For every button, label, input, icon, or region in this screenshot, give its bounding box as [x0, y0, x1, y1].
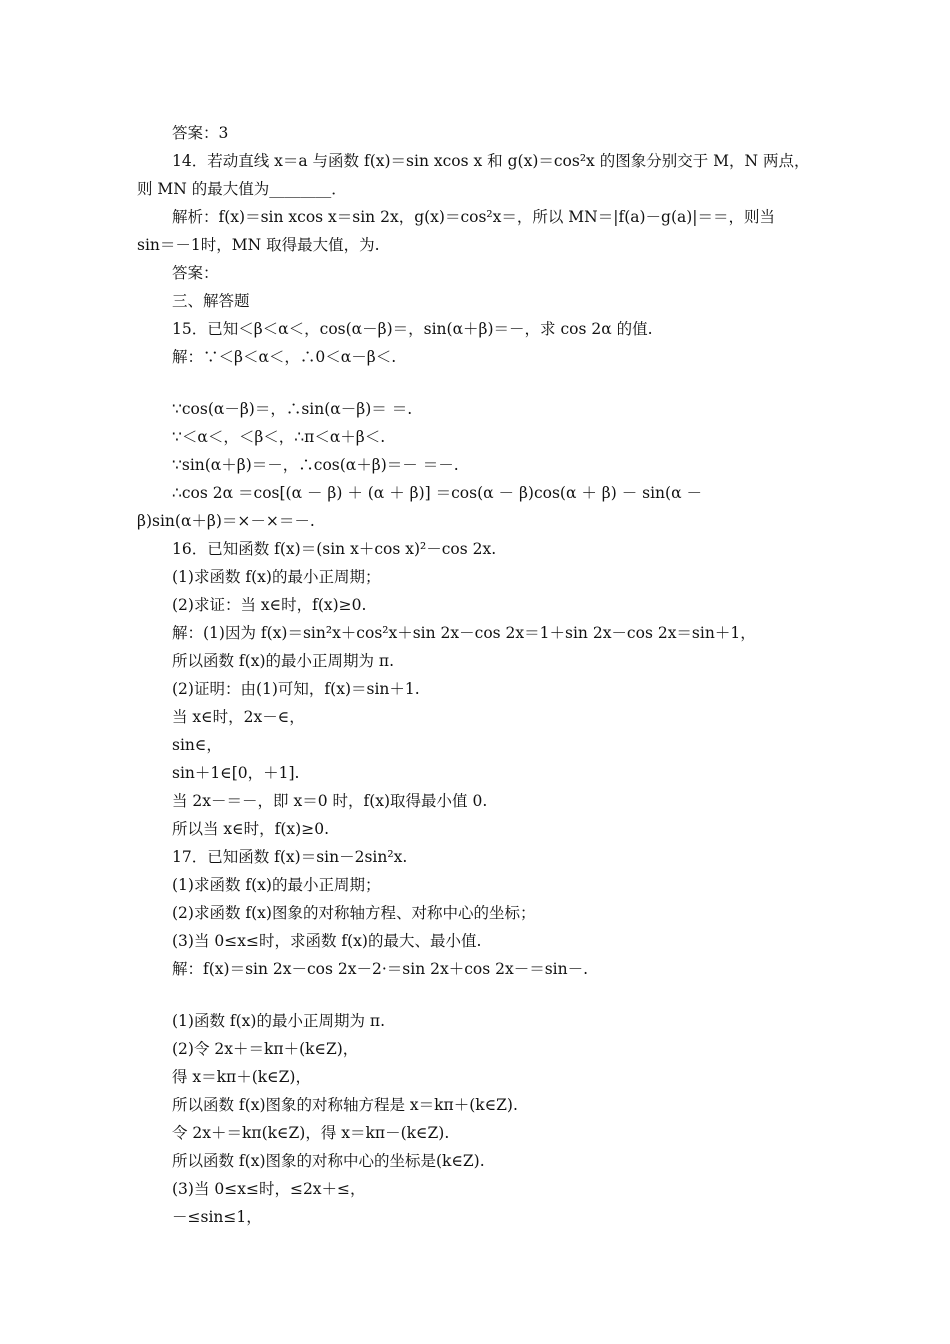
solution-17-line-6: 令 2x＋＝kπ(k∈Z)，得 x＝kπ－(k∈Z). [172, 1124, 450, 1142]
section-heading: 三、解答题 [172, 292, 250, 310]
solution-14-line-2: sin＝－1时，MN 取得最大值，为. [137, 236, 380, 254]
answer-13: 答案：3 [172, 124, 229, 142]
question-17: 17．已知函数 f(x)＝sin－2sin²x. [172, 848, 408, 866]
solution-16-line-7: 当 2x－＝－，即 x＝0 时，f(x)取得最小值 0. [172, 792, 488, 810]
solution-17-line-8: (3)当 0≤x≤时，≤2x＋≤， [172, 1180, 366, 1198]
solution-16-line-5: sin∈， [172, 736, 222, 754]
solution-15-line-2: ∵cos(α－β)＝，∴sin(α－β)＝ ＝. [172, 400, 413, 418]
question-17-part-2: (2)求函数 f(x)图象的对称轴方程、对称中心的坐标； [172, 904, 536, 922]
question-15: 15．已知＜β＜α＜，cos(α－β)＝，sin(α＋β)＝－，求 cos 2α 的值. [172, 320, 653, 338]
solution-17-line-1: 解：f(x)＝sin 2x－cos 2x－2·＝sin 2x＋cos 2x－＝sin－. [172, 960, 589, 978]
solution-15-line-1: 解：∵＜β＜α＜，∴0＜α－β＜. [172, 348, 397, 366]
question-16-part-2: (2)求证：当 x∈时，f(x)≥0. [172, 596, 367, 614]
question-14-line-2: 则 MN 的最大值为________． [137, 180, 347, 198]
solution-16-line-6: sin＋1∈[0，＋1]. [172, 764, 300, 782]
solution-16-line-2: 所以函数 f(x)的最小正周期为 π. [172, 652, 395, 670]
solution-17-line-9: －≤sin≤1， [172, 1208, 262, 1226]
question-16-part-1: (1)求函数 f(x)的最小正周期； [172, 568, 381, 586]
solution-14-line-1: 解析：f(x)＝sin xcos x＝sin 2x，g(x)＝cos²x＝，所以 MN＝|f(a)－g(a)|＝＝，则当 [172, 208, 776, 226]
solution-17-line-4: 得 x＝kπ＋(k∈Z)， [172, 1068, 311, 1086]
question-14-line-1: 14．若动直线 x＝a 与函数 f(x)＝sin xcos x 和 g(x)＝cos²x 的图象分别交于 M，N 两点， [172, 152, 810, 170]
solution-15-line-3: ∵＜α＜，＜β＜，∴π＜α＋β＜. [172, 428, 386, 446]
solution-17-line-2: (1)函数 f(x)的最小正周期为 π. [172, 1012, 385, 1030]
solution-17-line-7: 所以函数 f(x)图象的对称中心的坐标是(k∈Z). [172, 1152, 485, 1170]
solution-15-line-4: ∵sin(α＋β)＝－，∴cos(α＋β)＝－ ＝－. [172, 456, 459, 474]
solution-16-line-1: 解：(1)因为 f(x)＝sin²x＋cos²x＋sin 2x－cos 2x＝1＋sin 2x－cos 2x＝sin＋1， [172, 624, 756, 642]
question-17-part-1: (1)求函数 f(x)的最小正周期； [172, 876, 381, 894]
solution-16-line-4: 当 x∈时，2x－∈， [172, 708, 305, 726]
solution-15-line-5: ∴cos 2α ＝cos[(α － β) ＋ (α ＋ β)] ＝cos(α － β)cos(α ＋ β) － sin(α － [172, 484, 702, 502]
solution-17-line-5: 所以函数 f(x)图象的对称轴方程是 x＝kπ＋(k∈Z). [172, 1096, 518, 1114]
answer-14: 答案： [172, 264, 219, 282]
solution-16-line-8: 所以当 x∈时，f(x)≥0. [172, 820, 329, 838]
solution-16-line-3: (2)证明：由(1)可知，f(x)＝sin＋1. [172, 680, 420, 698]
solution-17-line-3: (2)令 2x＋＝kπ＋(k∈Z)， [172, 1040, 359, 1058]
question-16: 16．已知函数 f(x)＝(sin x＋cos x)²－cos 2x. [172, 540, 497, 558]
solution-15-line-6: β)sin(α＋β)＝×－×＝－. [137, 512, 315, 530]
question-17-part-3: (3)当 0≤x≤时，求函数 f(x)的最大、最小值. [172, 932, 482, 950]
